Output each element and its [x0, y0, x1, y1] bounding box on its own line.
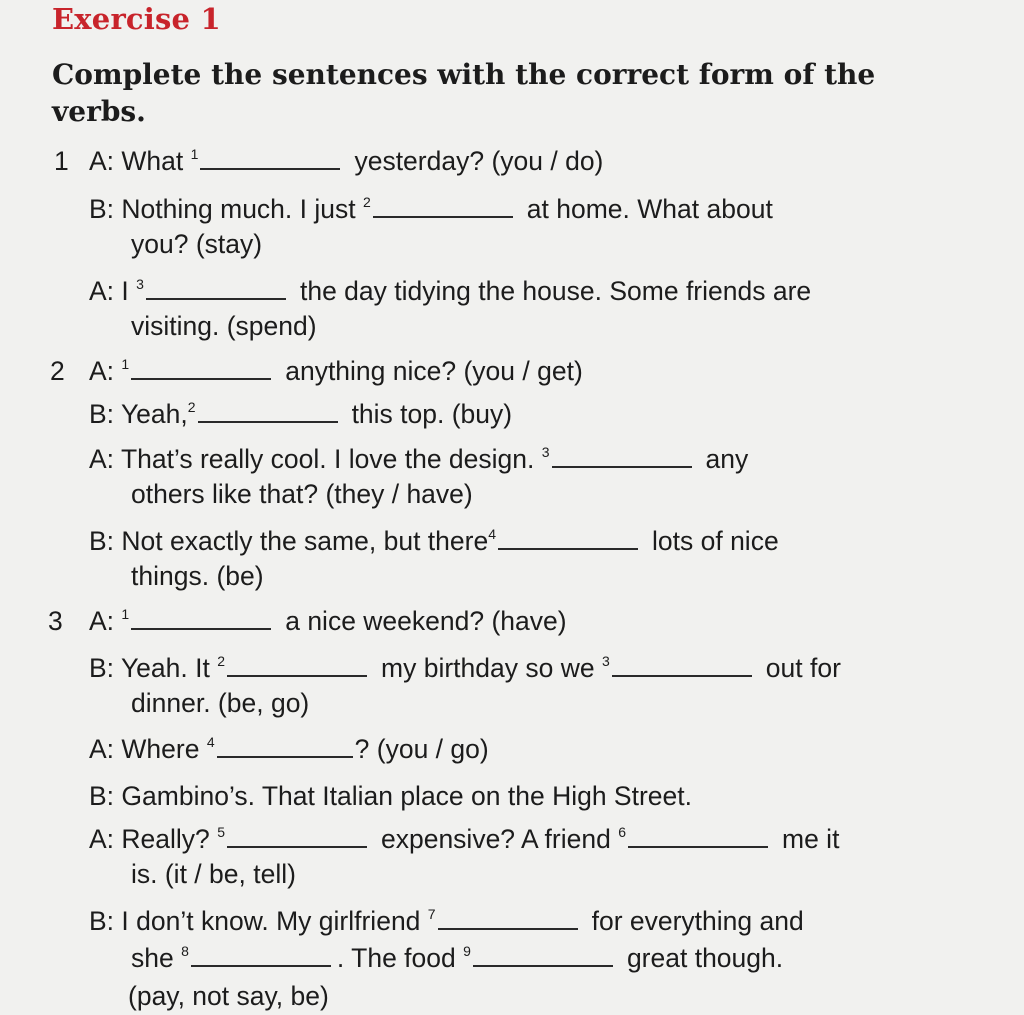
dialogue-line: A: What $^1$ yesterday? (you / do) — [89, 146, 604, 176]
exercise-title: Exercise 1 — [52, 2, 221, 36]
answer-blank[interactable] — [198, 401, 338, 423]
dialogue-line: A: $^1$ anything nice? (you / get) — [89, 356, 583, 386]
answer-blank[interactable] — [217, 736, 353, 758]
item-number: 3 — [48, 606, 63, 636]
answer-blank[interactable] — [131, 358, 271, 380]
dialogue-line: A: $^1$ a nice weekend? (have) — [89, 606, 567, 636]
dialogue-line: A: I $^3$ the day tidying the house. Some friends are — [89, 276, 812, 306]
answer-blank[interactable] — [191, 945, 331, 967]
answer-blank[interactable] — [373, 196, 513, 218]
dialogue-line-continuation: visiting. (spend) — [131, 311, 317, 341]
dialogue-line-continuation: others like that? (they / have) — [131, 479, 473, 509]
answer-blank[interactable] — [473, 945, 613, 967]
dialogue-line: B: Yeah,$^2$ this top. (buy) — [89, 399, 513, 429]
item-number: 1 — [54, 146, 69, 176]
exercise-instruction: Complete the sentences with the correct form of the verbs. — [52, 58, 876, 128]
dialogue-line-continuation: she $^8$ . The food $^9$ great though. — [131, 943, 784, 973]
dialogue-line: B: I don’t know. My girlfriend $^7$ for everything and — [89, 906, 804, 936]
dialogue-line: B: Nothing much. I just $^2$ at home. What about — [89, 194, 773, 224]
answer-blank[interactable] — [146, 278, 286, 300]
answer-blank[interactable] — [227, 655, 367, 677]
dialogue-line-continuation: (pay, not say, be) — [128, 981, 329, 1011]
item-number: 2 — [50, 356, 65, 386]
answer-blank[interactable] — [438, 908, 578, 930]
dialogue-line: A: Where $^4$ ? (you / go) — [89, 734, 489, 764]
dialogue-line-continuation: things. (be) — [131, 561, 264, 591]
dialogue-line: A: That’s really cool. I love the design. $^3$ any — [89, 444, 749, 474]
dialogue-line-continuation: is. (it / be, tell) — [131, 859, 296, 889]
dialogue-line: B: Gambino’s. That Italian place on the High Street. — [89, 781, 692, 811]
dialogue-line: A: Really? $^5$ expensive? A friend $^6$ me it — [89, 824, 840, 854]
dialogue-line-continuation: dinner. (be, go) — [131, 688, 310, 718]
answer-blank[interactable] — [498, 528, 638, 550]
dialogue-line-continuation: you? (stay) — [131, 229, 263, 259]
dialogue-line: B: Yeah. It $^2$ my birthday so we $^3$ out for — [89, 653, 841, 683]
answer-blank[interactable] — [612, 655, 752, 677]
answer-blank[interactable] — [628, 826, 768, 848]
answer-blank[interactable] — [552, 446, 692, 468]
answer-blank[interactable] — [131, 608, 271, 630]
dialogue-line: B: Not exactly the same, but there$^4$ lots of nice — [89, 526, 779, 556]
answer-blank[interactable] — [200, 148, 340, 170]
answer-blank[interactable] — [227, 826, 367, 848]
